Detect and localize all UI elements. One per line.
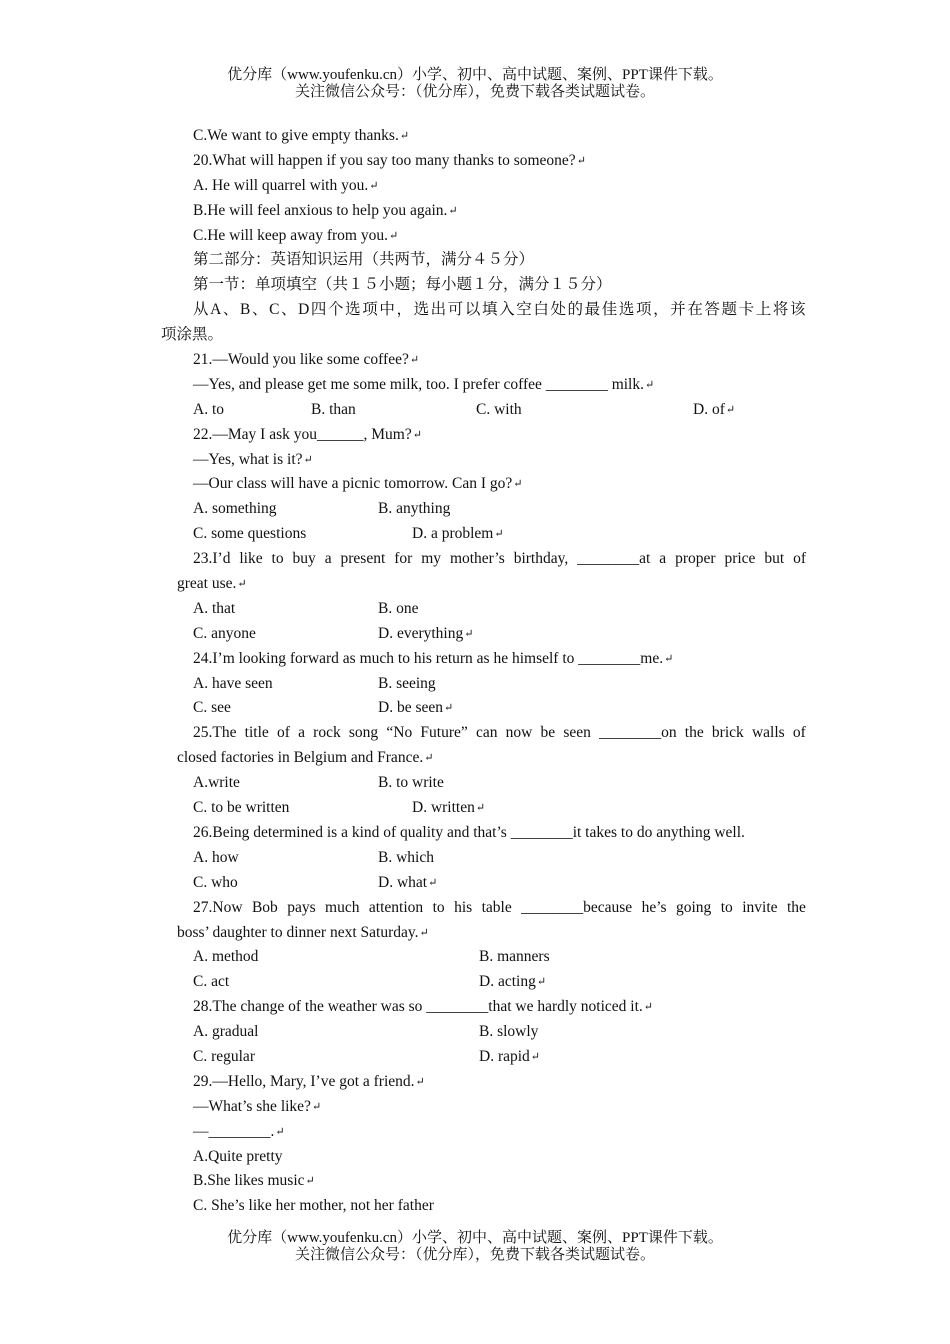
option-item	[378, 696, 452, 721]
text-line	[0, 647, 950, 672]
char: 项	[362, 301, 378, 319]
option-text: A. that	[193, 599, 236, 617]
option-item	[193, 622, 256, 647]
line-text: closed factories in Belgium and France.	[177, 749, 424, 767]
option-item	[193, 796, 289, 821]
line-content	[193, 1120, 284, 1145]
line-text: B.She likes music	[193, 1172, 305, 1190]
line-content	[193, 1070, 424, 1095]
word: be	[540, 724, 556, 742]
option-item	[479, 970, 545, 995]
line-text: 28.The change of the weather was so ________that we hardly noticed it.	[193, 998, 643, 1016]
word: brick	[711, 724, 744, 742]
line-text: —Yes, and please get me some milk, too. I prefer coffee ________ milk.	[193, 375, 644, 393]
page-header	[0, 67, 950, 101]
option-text: D. rapid	[479, 1047, 530, 1065]
line-text: 24.I’m looking forward as much to his return as he himself to ________me.	[193, 649, 664, 667]
option-text: D. everything	[378, 624, 464, 642]
text-line	[0, 199, 950, 224]
option-text: D. be seen	[378, 699, 443, 717]
line-content	[193, 721, 806, 746]
option-text: C. some questions	[193, 525, 307, 543]
line-content	[193, 348, 418, 373]
char: 以	[464, 301, 481, 319]
word: rock	[313, 724, 341, 742]
text-line	[0, 896, 950, 921]
option-text: A. how	[193, 848, 239, 866]
word: but	[764, 550, 785, 568]
text-line	[0, 248, 950, 273]
word: can	[475, 724, 498, 742]
line-content	[193, 647, 672, 672]
option-text: C. regular	[193, 1047, 255, 1065]
line-content	[177, 746, 432, 771]
text-line	[0, 1145, 950, 1170]
option-text: B. one	[378, 599, 419, 617]
return-mark-icon: ↵	[412, 428, 421, 441]
return-mark-icon: ↵	[305, 1175, 314, 1188]
char: D	[298, 301, 310, 319]
option-text: A.write	[193, 774, 240, 792]
line-content	[193, 896, 806, 921]
word: of	[792, 724, 806, 742]
text-line	[0, 921, 950, 946]
line-text: C.We want to give empty thanks.	[193, 127, 399, 144]
word: of	[793, 550, 806, 568]
line-text: 第二部分：英语知识运用（共两节，满分４５分）	[193, 251, 535, 269]
word: going	[676, 898, 712, 916]
word: for	[394, 550, 413, 568]
option-item	[193, 970, 229, 995]
option-row	[0, 696, 950, 721]
word: a	[659, 550, 667, 568]
char: 中	[379, 301, 395, 319]
return-mark-icon: ↵	[576, 154, 585, 167]
word: the	[684, 724, 704, 742]
line-content	[193, 273, 612, 298]
line-content	[193, 124, 408, 149]
text-line	[0, 547, 950, 572]
line-content	[161, 323, 223, 348]
option-item	[378, 597, 418, 622]
option-text: A. have seen	[193, 674, 273, 692]
char: 可	[447, 301, 464, 319]
line-text: —Yes, what is it?	[193, 450, 303, 468]
line-content	[193, 174, 377, 199]
word: proper	[675, 550, 716, 568]
option-item	[193, 497, 277, 522]
text-line	[0, 472, 950, 497]
word: pays	[287, 898, 316, 916]
char: 空	[516, 301, 532, 319]
option-row	[0, 672, 950, 697]
char: 、	[222, 301, 239, 319]
line-content	[193, 1169, 314, 1194]
word: song	[348, 724, 379, 742]
text-line	[0, 298, 950, 323]
char: ，	[396, 301, 412, 319]
word: 23.I’d	[193, 550, 231, 568]
word: Future”	[420, 724, 468, 742]
word: present	[340, 550, 386, 568]
line-text: B.He will feel anxious to help you again.	[193, 201, 448, 219]
return-mark-icon: ↵	[409, 354, 419, 367]
option-item	[479, 1045, 539, 1070]
option-item	[378, 771, 444, 796]
option-item	[193, 771, 240, 796]
option-item	[193, 696, 231, 721]
option-row	[0, 970, 950, 995]
line-text: A. He will quarrel with you.	[193, 176, 369, 194]
return-mark-icon: ↵	[237, 578, 246, 591]
line-content	[193, 199, 457, 224]
line-text: 20.What will happen if you say too many thanks to someone?	[193, 151, 576, 169]
char: 在	[687, 301, 703, 319]
option-text: B. to write	[378, 774, 444, 792]
text-line	[0, 1194, 950, 1219]
word: mother’s	[449, 550, 505, 568]
char: C	[269, 301, 280, 319]
text-line	[0, 348, 950, 373]
option-row	[0, 1020, 950, 1045]
line-text: 21.—Would you like some coffee?	[193, 351, 409, 369]
word: price	[724, 550, 756, 568]
option-item	[311, 398, 356, 423]
option-text: C. with	[476, 400, 522, 418]
return-mark-icon: ↵	[494, 528, 503, 541]
option-item	[193, 522, 306, 547]
return-mark-icon: ↵	[530, 1050, 540, 1063]
option-item	[412, 796, 484, 821]
text-line	[0, 821, 950, 846]
char: 选	[345, 301, 361, 319]
word: much	[325, 898, 360, 916]
option-item	[378, 497, 450, 522]
option-text: A. something	[193, 500, 277, 518]
word: to	[720, 898, 733, 916]
return-mark-icon: ↵	[303, 453, 312, 466]
line-text: —What’s she like?	[193, 1097, 311, 1115]
option-row	[0, 1045, 950, 1070]
text-line	[0, 746, 950, 771]
char: 将	[772, 301, 789, 319]
option-item	[193, 1020, 258, 1045]
text-line	[0, 323, 950, 348]
char: A	[210, 301, 222, 319]
option-text: C. to be written	[193, 799, 290, 817]
char: 该	[789, 301, 806, 319]
option-item	[378, 871, 436, 896]
return-mark-icon: ↵	[424, 752, 433, 765]
char: 卡	[738, 301, 755, 319]
line-content	[193, 995, 652, 1020]
return-mark-icon: ↵	[275, 1125, 284, 1138]
option-item	[378, 622, 472, 647]
option-text: A. to	[193, 400, 224, 418]
char: 出	[430, 301, 447, 319]
option-text: D. a problem	[412, 525, 494, 543]
line-content	[193, 821, 745, 846]
word: invite	[742, 898, 778, 916]
option-text: D. of	[693, 400, 725, 418]
return-mark-icon: ↵	[725, 403, 735, 416]
word: birthday,	[513, 550, 569, 568]
word: 25.The	[193, 724, 237, 742]
line-text: 项涂黑。	[161, 326, 224, 344]
option-item	[193, 672, 273, 697]
text-line	[0, 721, 950, 746]
footer-line-1: 优分库（www.youfenku.cn）小学、初中、高中试题、案例、PPT课件下载。	[227, 1230, 723, 1246]
char: 、	[251, 301, 268, 319]
text-line	[0, 572, 950, 597]
option-item	[193, 597, 235, 622]
word: of	[276, 724, 290, 742]
text-line	[0, 1120, 950, 1145]
option-item	[479, 945, 550, 970]
return-mark-icon: ↵	[464, 627, 473, 640]
option-text: C. see	[193, 699, 231, 717]
line-text: 22.—May I ask you______, Mum?	[193, 425, 412, 443]
option-item	[412, 522, 503, 547]
option-item	[193, 871, 238, 896]
text-line	[0, 995, 950, 1020]
line-content	[193, 373, 653, 398]
line-text: —Our class will have a picnic tomorrow. Can I go?	[193, 475, 513, 493]
return-mark-icon: ↵	[444, 702, 453, 715]
char: 并	[670, 301, 686, 319]
option-text: B. anything	[378, 500, 451, 518]
option-item	[378, 846, 434, 871]
char: 答	[704, 301, 720, 319]
line-content	[193, 1194, 434, 1219]
text-line	[0, 1070, 950, 1095]
return-mark-icon: ↵	[419, 926, 428, 939]
line-text: A.Quite pretty	[193, 1147, 283, 1165]
char: 项	[635, 301, 652, 319]
char: 个	[328, 301, 344, 319]
line-content	[177, 921, 428, 946]
footer-line-2: 关注微信公众号：（优分库），免费下载各类试题试卷。	[294, 1247, 655, 1263]
option-row	[0, 945, 950, 970]
char: 从	[193, 301, 209, 319]
word: table	[481, 898, 512, 916]
option-item	[193, 1045, 255, 1070]
option-row	[0, 522, 950, 547]
return-mark-icon: ↵	[475, 802, 485, 815]
word: walls	[751, 724, 785, 742]
text-line	[0, 224, 950, 249]
option-row	[0, 771, 950, 796]
option-text: D. written	[412, 799, 475, 817]
option-row	[0, 497, 950, 522]
word: now	[505, 724, 533, 742]
option-text: B. than	[311, 400, 356, 418]
return-mark-icon: ↵	[643, 1001, 653, 1014]
char: 题	[721, 301, 738, 319]
char: 佳	[601, 301, 618, 319]
char: B	[240, 301, 251, 319]
option-text: C. who	[193, 873, 238, 891]
option-item	[378, 672, 436, 697]
word: buy	[292, 550, 316, 568]
option-row	[0, 597, 950, 622]
option-text: B. which	[378, 848, 434, 866]
char: 选	[618, 301, 635, 319]
return-mark-icon: ↵	[448, 204, 457, 217]
word: ________at	[577, 550, 651, 568]
word: a	[324, 550, 332, 568]
line-text: 26.Being determined is a kind of quality and that’s ________it takes to do anything well.	[193, 823, 745, 841]
option-text: A. method	[193, 948, 259, 966]
line-content	[193, 248, 534, 273]
text-line	[0, 423, 950, 448]
option-row	[0, 846, 950, 871]
line-text: C.He will keep away from you.	[193, 226, 388, 244]
text-line	[0, 124, 950, 149]
option-item	[476, 398, 522, 423]
word: “No	[386, 724, 413, 742]
option-text: B. seeing	[378, 674, 436, 692]
option-text: B. slowly	[479, 1023, 539, 1041]
header-line-1: 优分库（www.youfenku.cn）小学、初中、高中试题、案例、PPT课件下载。	[227, 67, 723, 83]
word: he’s	[641, 898, 667, 916]
text-line	[0, 149, 950, 174]
option-row	[0, 796, 950, 821]
word: 27.Now	[193, 898, 243, 916]
char: 上	[755, 301, 772, 319]
line-text: great use.	[177, 575, 237, 593]
option-row	[0, 398, 950, 423]
line-content	[193, 298, 806, 323]
line-content	[193, 423, 421, 448]
char: 入	[499, 301, 515, 319]
char: 、	[281, 301, 297, 319]
text-line	[0, 174, 950, 199]
line-content	[193, 448, 312, 473]
text-line	[0, 1169, 950, 1194]
option-text: C. anyone	[193, 624, 256, 642]
option-item	[693, 398, 734, 423]
char: 处	[550, 301, 566, 319]
word: attention	[368, 898, 424, 916]
option-item	[479, 1020, 538, 1045]
option-text: A. gradual	[193, 1023, 259, 1041]
text-line	[0, 1095, 950, 1120]
option-item	[193, 846, 239, 871]
char: 填	[482, 301, 498, 319]
option-row	[0, 622, 950, 647]
header-line-2: 关注微信公众号：（优分库），免费下载各类试题试卷。	[294, 84, 655, 100]
line-content	[193, 472, 521, 497]
word: his	[454, 898, 473, 916]
line-content	[193, 1145, 283, 1170]
word: title	[244, 724, 269, 742]
char: 的	[567, 301, 584, 319]
char: 四	[310, 301, 327, 319]
line-content	[193, 547, 806, 572]
word: the	[786, 898, 806, 916]
char: 选	[413, 301, 430, 319]
char: ，	[653, 301, 669, 319]
text-line	[0, 448, 950, 473]
word: a	[298, 724, 305, 742]
char: 最	[584, 301, 601, 319]
word: to	[271, 550, 284, 568]
line-content	[193, 1095, 320, 1120]
return-mark-icon: ↵	[369, 179, 378, 192]
text-line	[0, 273, 950, 298]
line-content	[193, 224, 397, 249]
option-item	[193, 398, 224, 423]
page-footer	[0, 1230, 950, 1264]
word: like	[239, 550, 263, 568]
return-mark-icon: ↵	[311, 1100, 321, 1113]
document-body	[0, 124, 950, 1219]
char: 白	[533, 301, 549, 319]
return-mark-icon: ↵	[664, 652, 673, 665]
line-text: 第一节：单项填空（共１５小题；每小题１分，满分１５分）	[193, 276, 612, 294]
option-row	[0, 871, 950, 896]
word: seen	[563, 724, 591, 742]
text-line	[0, 373, 950, 398]
line-text: —________.	[193, 1122, 275, 1140]
return-mark-icon: ↵	[415, 1075, 424, 1088]
option-text: B. manners	[479, 948, 550, 966]
line-text: C. She’s like her mother, not her father	[193, 1197, 434, 1215]
return-mark-icon: ↵	[513, 478, 522, 491]
line-content	[177, 572, 246, 597]
return-mark-icon: ↵	[399, 130, 409, 142]
option-text: D. what	[378, 873, 428, 891]
line-content	[193, 149, 585, 174]
word: ________on	[599, 724, 677, 742]
line-text: 29.—Hello, Mary, I’ve got a friend.	[193, 1072, 415, 1090]
return-mark-icon: ↵	[644, 378, 654, 391]
option-text: D. acting	[479, 973, 536, 991]
return-mark-icon: ↵	[428, 876, 437, 889]
return-mark-icon: ↵	[389, 229, 398, 242]
line-text: boss’ daughter to dinner next Saturday.	[177, 923, 419, 941]
word: my	[421, 550, 442, 568]
word: ________because	[521, 898, 633, 916]
word: to	[432, 898, 445, 916]
option-item	[193, 945, 258, 970]
option-text: C. act	[193, 973, 230, 991]
word: Bob	[251, 898, 278, 916]
return-mark-icon: ↵	[536, 976, 546, 989]
